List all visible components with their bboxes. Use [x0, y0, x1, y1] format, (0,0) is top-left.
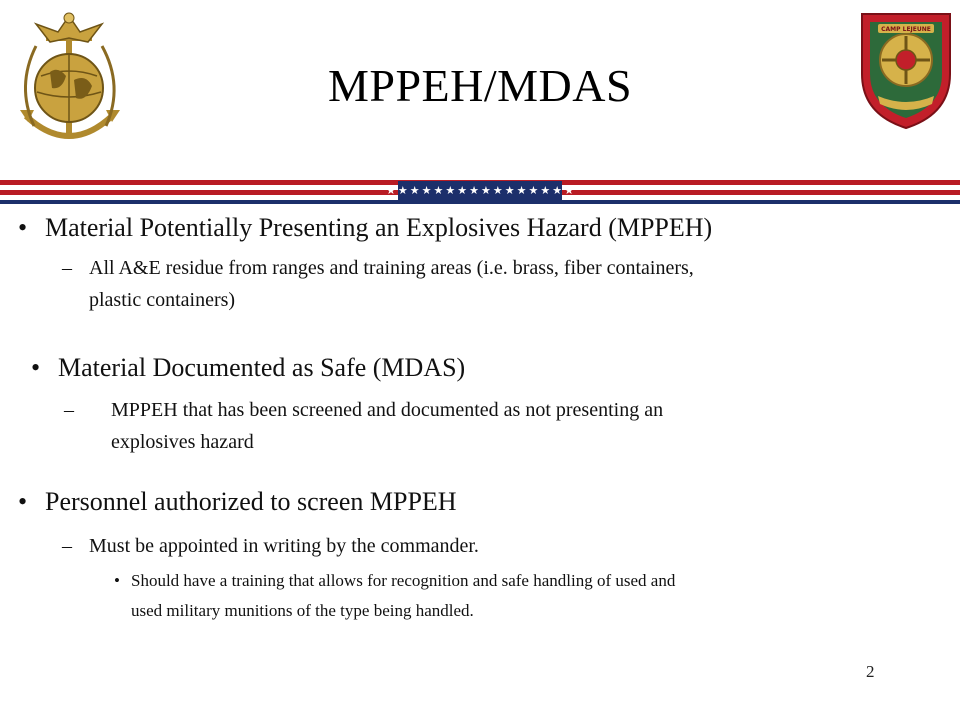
mppeh-detail-line2: plastic containers)	[89, 289, 236, 311]
bullet-dot: •	[18, 213, 28, 242]
mdas-detail-line2: explosives hazard	[111, 431, 254, 453]
dash: –	[62, 257, 72, 279]
dash: –	[62, 535, 72, 557]
personnel-sub-line1: Should have a training that allows for recognition and safe handling of used and	[131, 571, 676, 590]
star-icon: ★	[528, 183, 539, 197]
star-icon: ★	[516, 183, 527, 197]
star-icon: ★	[564, 183, 574, 197]
bullet-dot: •	[18, 487, 28, 516]
eagle-globe-anchor-icon	[6, 6, 134, 154]
star-icon: ★	[540, 183, 551, 197]
star-icon: ★	[492, 183, 503, 197]
personnel-detail-line1: Must be appointed in writing by the commander.	[89, 535, 479, 557]
star-icon: ★	[552, 183, 563, 197]
mppeh-heading: Material Potentially Presenting an Explosives Hazard (MPPEH)	[45, 213, 713, 242]
star-icon: ★	[421, 183, 432, 197]
bullet-dot: •	[31, 353, 41, 382]
star-icon: ★	[433, 183, 444, 197]
star-icon: ★	[504, 183, 515, 197]
star-icon: ★	[409, 183, 420, 197]
mdas-detail-line1: MPPEH that has been screened and documented as not presenting an	[111, 399, 664, 421]
star-icon: ★	[386, 183, 396, 197]
stars-box	[386, 181, 574, 200]
star-icon: ★	[457, 183, 468, 197]
personnel-sub-line2: used military munitions of the type being handled.	[131, 601, 474, 620]
sub-bullet-dot: •	[114, 571, 120, 590]
star-icon: ★	[481, 183, 491, 197]
mdas-heading: Material Documented as Safe (MDAS)	[58, 353, 466, 382]
dash: –	[64, 399, 74, 421]
star-icon: ★	[445, 183, 456, 197]
camp-lejeune-insignia-icon	[856, 4, 956, 132]
page-number: 2	[866, 662, 875, 681]
star-icon: ★	[397, 183, 408, 197]
mppeh-detail-line1: All A&E residue from ranges and training areas (i.e. brass, fiber containers,	[89, 257, 694, 279]
personnel-heading: Personnel authorized to screen MPPEH	[45, 487, 457, 516]
slide-title: MPPEH/MDAS	[327, 60, 633, 111]
insignia-label: CAMP LEJEUNE	[881, 26, 931, 33]
star-icon: ★	[469, 183, 479, 197]
